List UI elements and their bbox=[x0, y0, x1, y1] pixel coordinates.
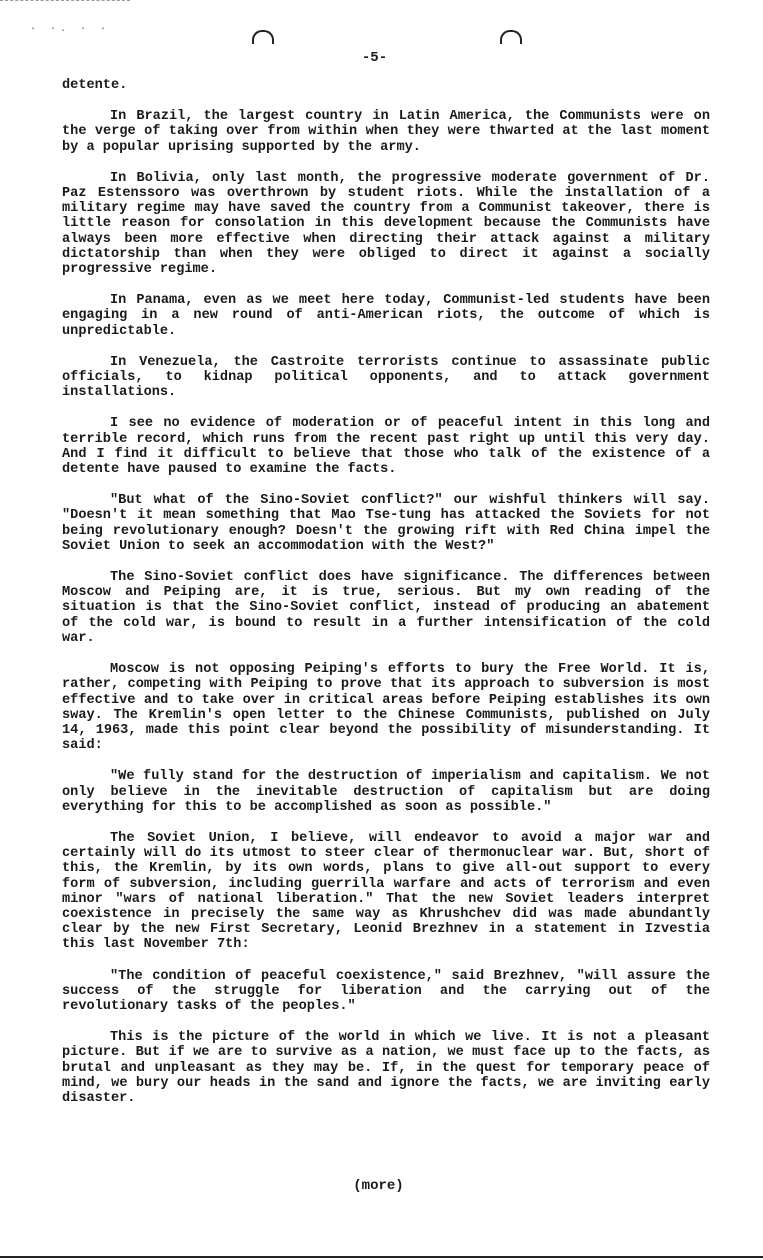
bottom-edge-line bbox=[0, 1256, 763, 1258]
paragraph: In Brazil, the largest country in Latin America, the Communists were on the verge of taking over from within when they were thwarted at the last moment by a popular uprising supported by the army. bbox=[62, 109, 710, 155]
binder-hole-left bbox=[252, 30, 274, 44]
top-edge-mark bbox=[0, 0, 130, 1]
paragraph: detente. bbox=[62, 78, 128, 93]
paragraph: In Bolivia, only last month, the progressive moderate government of Dr. Paz Estenssoro was overthrown by student riots. While the installation of a military regime may have saved the country from a Communist takeover, there is little reason for consolation in this development because the Communists have always been more effective when directing their attack against a military dictatorship than when they were obliged to direct it against a socially progressive regime. bbox=[62, 170, 710, 278]
paragraph: In Venezuela, the Castroite terrorists continue to assassinate public officials, to kidnap political opponents, and to attack government installations. bbox=[62, 354, 710, 401]
paragraph: Moscow is not opposing Peiping's efforts to bury the Free World. It is, rather, competing with Peiping to prove that its approach to subversion is most effective and to take over in critical areas before Peiping establishes its own sway. The Kremlin's open letter to the Chinese Communists, published on July 14, 1963, made this point clear beyond the possibility of misunderstanding. It said: bbox=[62, 662, 710, 754]
paragraph: I see no evidence of moderation or of peaceful intent in this long and terrible record, which runs from the recent past right up until this very day. And I find it difficult to believe that those who talk of the existence of a detente have paused to examine the facts. bbox=[62, 416, 710, 478]
body-text bbox=[62, 78, 710, 1122]
continuation-marker bbox=[0, 1178, 763, 1194]
scan-specks: · ·. · · bbox=[30, 24, 111, 35]
page-number-text: -5- bbox=[361, 50, 388, 66]
binder-hole-right bbox=[500, 30, 522, 44]
paragraph: The Soviet Union, I believe, will endeavor to avoid a major war and certainly will do its utmost to steer clear of thermonuclear war. But, short of this, the Kremlin, by its own words, plans to give all-out support to every form of subversion, including guerrilla warfare and acts of terrorism and even minor "wars of national liberation." That the new Soviet leaders interpret coexistence in precisely the same way as Khrushchev did was made abundantly clear by the new First Secretary, Leonid Brezhnev in a statement in Izvestia this last November 7th: bbox=[62, 830, 710, 953]
paragraph: "But what of the Sino-Soviet conflict?" our wishful thinkers will say. "Doesn't it mean something that Mao Tse-tung has attacked the Soviets for not being revolutionary enough? Doesn't the growing rift with Red China impel the Soviet Union to seek an accommodation with the West?" bbox=[62, 493, 710, 554]
paragraph: The Sino-Soviet conflict does have significance. The differences between Moscow and Peiping are, it is true, serious. But my own reading of the situation is that the Sino-Soviet conflict, instead of producing an abatement of the cold war, is bound to result in a further intensification of the cold war. bbox=[62, 570, 710, 646]
continuation-text: (more) bbox=[353, 1178, 404, 1194]
paragraph: This is the picture of the world in which we live. It is not a pleasant picture. But if we are to survive as a nation, we must face up to the facts, as brutal and unpleasant as they may be. If, in the quest for temporary peace of mind, we bury our heads in the sand and ignore the facts, we are inviting early disaster. bbox=[62, 1030, 710, 1106]
paragraph: In Panama, even as we meet here today, Communist-led students have been engaging in a new round of anti-American riots, the outcome of which is unpredictable. bbox=[62, 293, 710, 339]
page-number bbox=[0, 50, 763, 66]
quotation: "We fully stand for the destruction of imperialism and capitalism. We not only believe in the inevitable destruction of capitalism but are doing everything for this to be accomplished as soon as possible." bbox=[62, 769, 710, 815]
quotation: "The condition of peaceful coexistence," said Brezhnev, "will assure the success of the struggle for liberation and the carrying out of the revolutionary tasks of the peoples." bbox=[62, 968, 710, 1014]
